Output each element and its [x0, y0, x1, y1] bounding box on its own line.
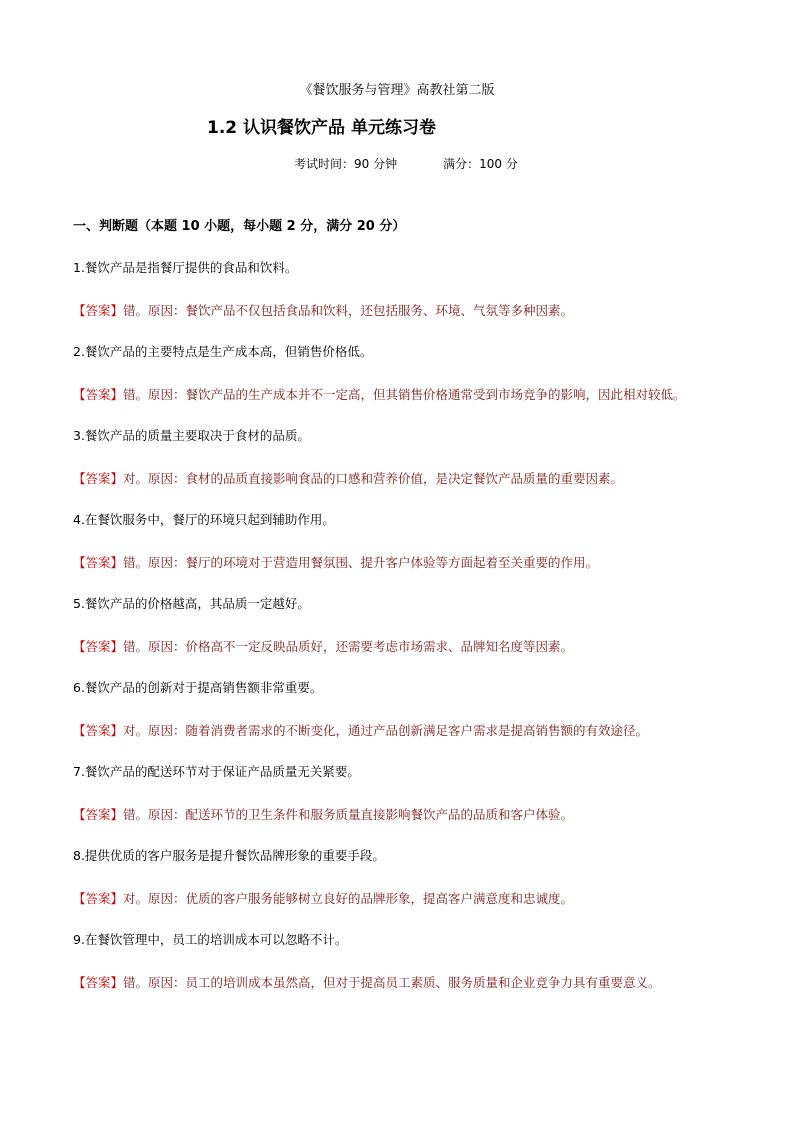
answer-tag: 【答案】 [73, 723, 124, 738]
question-item [73, 427, 725, 494]
question-text: 1.餐饮产品是指餐厅提供的食品和饮料。 [73, 260, 298, 275]
question-text: 4.在餐饮服务中，餐厅的环境只起到辅助作用。 [73, 512, 335, 527]
question-text: 8.提供优质的客户服务是提升餐饮品牌形象的重要手段。 [73, 848, 385, 863]
answer-text [73, 800, 725, 830]
answer-text [73, 548, 725, 578]
answer-body: 错。原因：餐厅的环境对于营造用餐氛围、提升客户体验等方面起着至关重要的作用。 [123, 555, 599, 570]
question-text: 2.餐饮产品的主要特点是生产成本高，但销售价格低。 [73, 344, 373, 359]
answer-body: 对。原因：优质的客户服务能够树立良好的品牌形象，提高客户满意度和忠诚度。 [123, 891, 574, 906]
answer-tag: 【答案】 [73, 639, 124, 654]
answer-body: 对。原因：食材的品质直接影响食品的口感和营养价值，是决定餐饮产品质量的重要因素。 [123, 471, 624, 486]
answer-text [73, 716, 725, 746]
answer-body: 错。原因：配送环节的卫生条件和服务质量直接影响餐饮产品的品质和客户体验。 [123, 807, 574, 822]
question-text: 5.餐饮产品的价格越高，其品质一定越好。 [73, 596, 310, 611]
answer-text [73, 380, 725, 410]
question-text: 6.餐饮产品的创新对于提高销售额非常重要。 [73, 680, 323, 695]
exam-time: 考试时间：90 分钟 [294, 157, 398, 171]
answer-body: 错。原因：员工的培训成本虽然高，但对于提高员工素质、服务质量和企业竞争力具有重要意义。 [123, 975, 661, 990]
answer-text [73, 968, 725, 998]
question-text: 3.餐饮产品的质量主要取决于食材的品质。 [73, 428, 310, 443]
exam-meta [294, 156, 518, 172]
question-item [73, 343, 725, 410]
answer-tag: 【答案】 [73, 891, 124, 906]
answer-body: 错。原因：餐饮产品的生产成本并不一定高，但其销售价格通常受到市场竞争的影响，因此相对较低。 [123, 387, 686, 402]
question-item [73, 763, 725, 830]
answer-text [73, 884, 725, 914]
answer-body: 对。原因：随着消费者需求的不断变化，通过产品创新满足客户需求是提高销售额的有效途径。 [123, 723, 649, 738]
answer-tag: 【答案】 [73, 387, 124, 402]
book-title: 《餐饮服务与管理》高教社第二版 [299, 83, 495, 98]
question-list [73, 259, 725, 1015]
section-heading: 一、判断题（本题 10 小题，每小题 2 分，满分 20 分） [73, 219, 406, 234]
answer-body: 错。原因：价格高不一定反映品质好，还需要考虑市场需求、品牌知名度等因素。 [123, 639, 574, 654]
question-item [73, 259, 725, 326]
answer-tag: 【答案】 [73, 471, 124, 486]
exam-title: 1.2 认识餐饮产品 单元练习卷 [207, 118, 436, 138]
answer-text [73, 296, 725, 326]
answer-text [73, 632, 725, 662]
question-text: 7.餐饮产品的配送环节对于保证产品质量无关紧要。 [73, 764, 360, 779]
answer-tag: 【答案】 [73, 303, 124, 318]
question-item [73, 595, 725, 662]
question-item [73, 679, 725, 746]
answer-tag: 【答案】 [73, 975, 124, 990]
question-item [73, 847, 725, 914]
question-item [73, 511, 725, 578]
answer-body: 错。原因：餐饮产品不仅包括食品和饮料，还包括服务、环境、气氛等多种因素。 [123, 303, 574, 318]
question-item [73, 931, 725, 998]
exam-score: 满分：100 分 [443, 157, 518, 171]
answer-tag: 【答案】 [73, 807, 124, 822]
question-text: 9.在餐饮管理中，员工的培训成本可以忽略不计。 [73, 932, 348, 947]
answer-tag: 【答案】 [73, 555, 124, 570]
answer-text [73, 464, 725, 494]
